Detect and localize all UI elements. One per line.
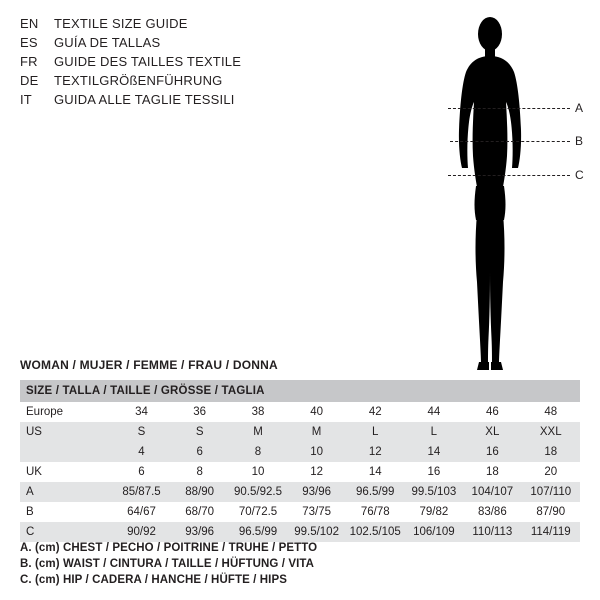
language-code: IT — [20, 92, 32, 107]
cell: 16 — [463, 442, 521, 462]
cell: 90.5/92.5 — [229, 482, 288, 502]
table-row — [20, 442, 580, 462]
language-code: EN — [20, 16, 39, 31]
measurement-notes — [20, 540, 317, 588]
row-label: Europe — [20, 402, 112, 422]
cell: L — [346, 422, 405, 442]
language-code: FR — [20, 54, 38, 69]
cell: 18 — [522, 442, 580, 462]
language-title: GUIDE DES TAILLES TEXTILE — [54, 54, 242, 69]
table-row — [20, 402, 580, 422]
cell: 44 — [405, 402, 464, 422]
cell: 40 — [287, 402, 346, 422]
female-body-silhouette-icon — [430, 10, 550, 375]
cell: 70/72.5 — [229, 502, 288, 522]
row-label: US — [20, 422, 112, 442]
cell: 16 — [405, 462, 464, 482]
measure-label-a: A — [575, 101, 584, 115]
cell: 46 — [463, 402, 521, 422]
cell: 12 — [287, 462, 346, 482]
cell: 4 — [112, 442, 170, 462]
language-title: TEXTILGRÖßENFÜHRUNG — [54, 73, 223, 88]
language-code: ES — [20, 35, 38, 50]
table-header-label: SIZE / TALLA / TAILLE / GRÖSSE / TAGLIA — [26, 385, 265, 397]
cell: 64/67 — [112, 502, 170, 522]
language-title-list — [20, 14, 360, 109]
cell: S — [112, 422, 170, 442]
cell: 85/87.5 — [112, 482, 170, 502]
cell: M — [287, 422, 346, 442]
table-row — [20, 522, 580, 542]
table-row — [20, 422, 580, 442]
cell: 14 — [346, 462, 405, 482]
table-header-row — [20, 380, 580, 402]
measure-line-c — [448, 175, 570, 176]
cell: 76/78 — [346, 502, 405, 522]
language-row — [20, 90, 360, 109]
table-row — [20, 462, 580, 482]
cell: 73/75 — [287, 502, 346, 522]
cell: M — [229, 422, 288, 442]
cell: 87/90 — [522, 502, 580, 522]
cell: S — [171, 422, 229, 442]
cell: 42 — [346, 402, 405, 422]
cell: 38 — [229, 402, 288, 422]
table-row — [20, 482, 580, 502]
language-row — [20, 52, 360, 71]
cell: 36 — [171, 402, 229, 422]
cell: 104/107 — [463, 482, 521, 502]
language-title: TEXTILE SIZE GUIDE — [54, 16, 188, 31]
row-label: C — [20, 522, 112, 542]
cell: 68/70 — [171, 502, 229, 522]
cell: 102.5/105 — [346, 522, 405, 542]
note-line: B. (cm) WAIST / CINTURA / TAILLE / HÜFTUNG / VITA — [20, 558, 315, 570]
language-code: DE — [20, 73, 39, 88]
cell: 106/109 — [405, 522, 464, 542]
cell: 34 — [112, 402, 170, 422]
cell: 107/110 — [522, 482, 580, 502]
language-row — [20, 14, 360, 33]
cell: 6 — [171, 442, 229, 462]
measure-label-b: B — [575, 134, 584, 148]
cell: 99.5/102 — [287, 522, 346, 542]
row-label: A — [20, 482, 112, 502]
row-label: UK — [20, 462, 112, 482]
cell: 96.5/99 — [346, 482, 405, 502]
note-line: C. (cm) HIP / CADERA / HANCHE / HÜFTE / HIPS — [20, 574, 288, 586]
cell: 99.5/103 — [405, 482, 464, 502]
language-title: GUÍA DE TALLAS — [54, 35, 161, 50]
language-row — [20, 71, 360, 90]
cell: 96.5/99 — [229, 522, 288, 542]
cell: 83/86 — [463, 502, 521, 522]
cell: 110/113 — [463, 522, 521, 542]
row-label — [20, 442, 112, 462]
cell: 79/82 — [405, 502, 464, 522]
cell: 10 — [287, 442, 346, 462]
cell: L — [405, 422, 464, 442]
cell: XXL — [522, 422, 580, 442]
cell: 10 — [229, 462, 288, 482]
cell: 93/96 — [171, 522, 229, 542]
cell: 114/119 — [522, 522, 580, 542]
section-title: WOMAN / MUJER / FEMME / FRAU / DONNA — [20, 358, 278, 372]
measure-line-b — [450, 141, 570, 142]
body-figure-area — [390, 10, 590, 375]
cell: 8 — [229, 442, 288, 462]
size-table — [20, 380, 580, 542]
measure-line-a — [448, 108, 570, 109]
cell: 14 — [405, 442, 464, 462]
cell: 88/90 — [171, 482, 229, 502]
note-line: A. (cm) CHEST / PECHO / POITRINE / TRUHE / PETTO — [20, 542, 318, 554]
cell: 18 — [463, 462, 521, 482]
language-row — [20, 33, 360, 52]
cell: XL — [463, 422, 521, 442]
row-label: B — [20, 502, 112, 522]
cell: 12 — [346, 442, 405, 462]
cell: 8 — [171, 462, 229, 482]
cell: 48 — [522, 402, 580, 422]
table-row — [20, 502, 580, 522]
cell: 20 — [522, 462, 580, 482]
cell: 93/96 — [287, 482, 346, 502]
cell: 6 — [112, 462, 170, 482]
cell: 90/92 — [112, 522, 170, 542]
language-title: GUIDA ALLE TAGLIE TESSILI — [54, 92, 235, 107]
measure-label-c: C — [575, 168, 584, 182]
